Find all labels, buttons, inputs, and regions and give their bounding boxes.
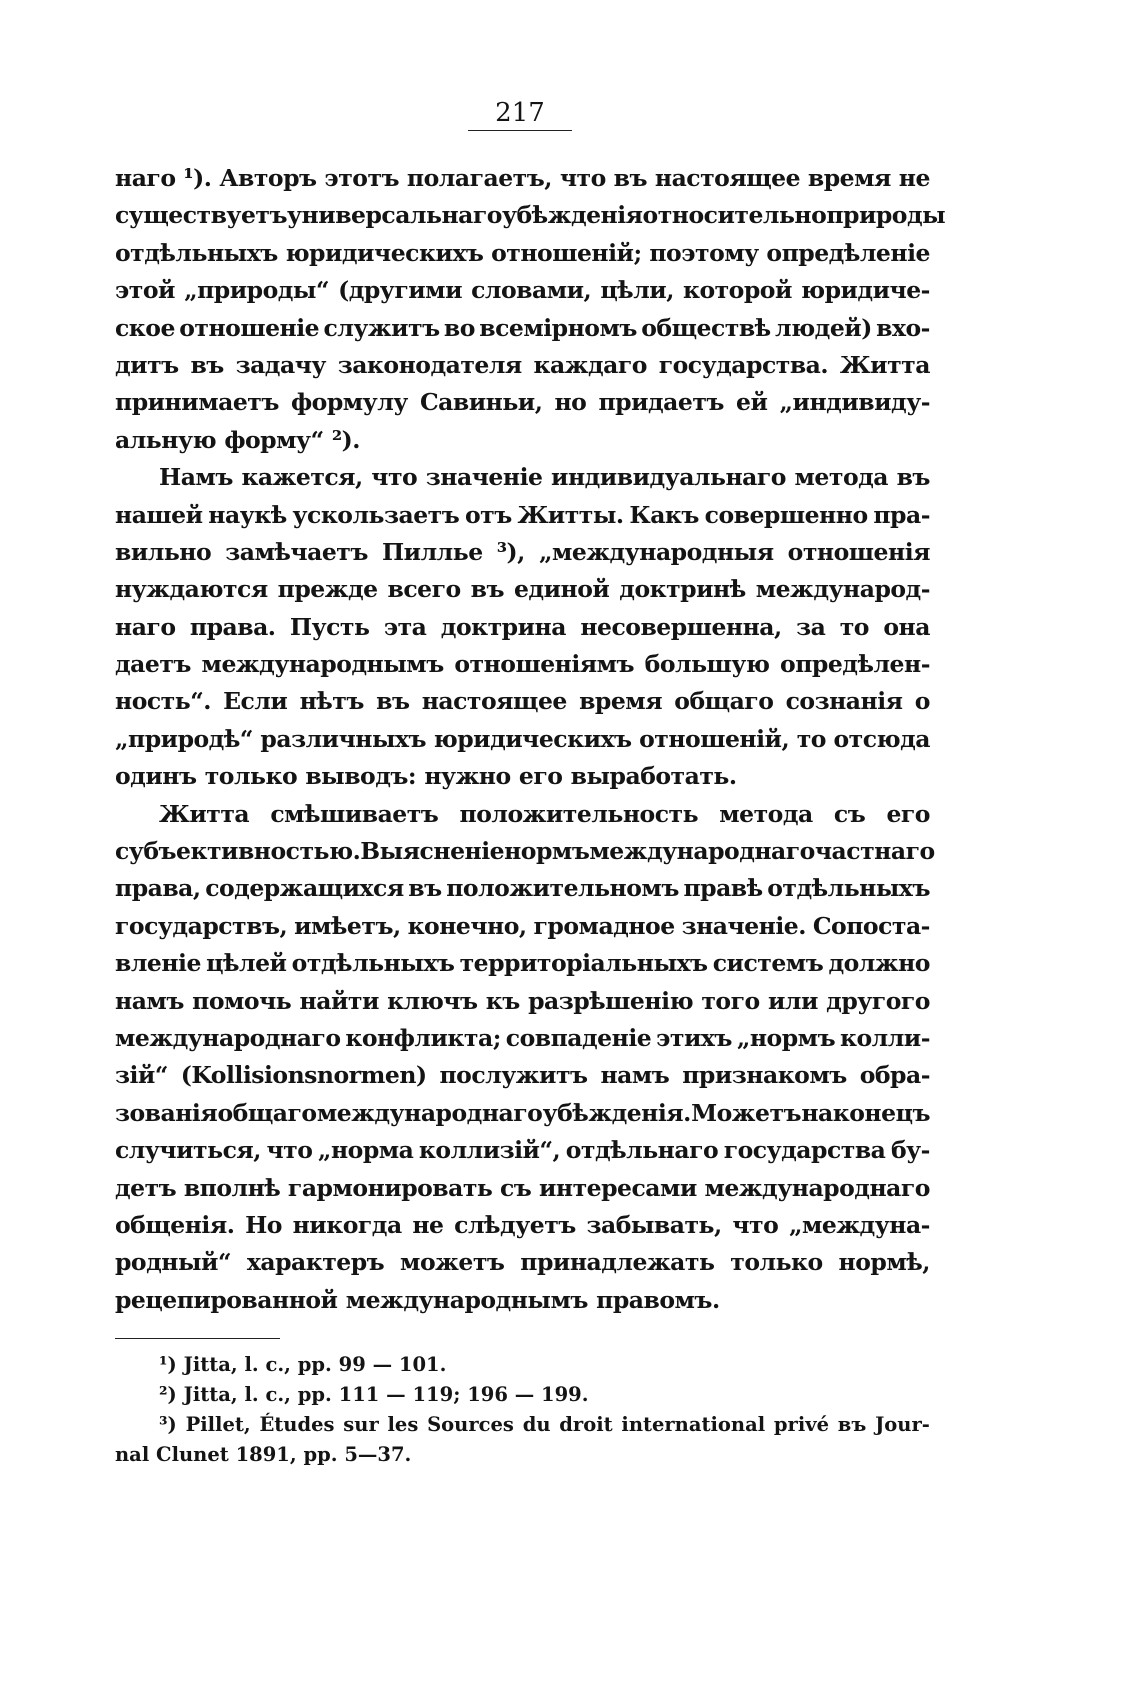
body-text [115, 160, 946, 1319]
text-line: альную форму“ ²). [115, 425, 360, 454]
text-line: государствъ, имѣетъ, конечно, громадное значеніе. Сопоста- [115, 911, 930, 940]
text-line: принимаетъ формулу Савиньи, но придаетъ ей „индивиду- [115, 388, 930, 417]
text-line: дитъ въ задачу законодателя каждаго государства. Житта [115, 350, 930, 379]
page-number: 217 [468, 98, 572, 131]
text-line: детъ вполнѣ гармонировать съ интересами международнаго [115, 1173, 930, 1202]
paragraph [115, 459, 930, 796]
text-line: ³) Pillet, Études sur les Sources du droit international privé въ Jour- [159, 1413, 930, 1436]
text-line: зованія общаго международнаго убѣжденія. Можетъ наконецъ [115, 1098, 930, 1127]
text-line: случиться, что „норма коллизій“, отдѣльнаго государства бу- [115, 1136, 930, 1165]
paragraph [115, 796, 935, 1319]
footnote [115, 1410, 930, 1470]
text-line: международнаго конфликта; совпаденіе этихъ „нормъ колли- [115, 1023, 930, 1052]
footnote [115, 1350, 930, 1380]
text-line: зій“ (Kollisionsnormen) послужитъ намъ признакомъ обра- [115, 1061, 930, 1090]
text-line: даетъ международнымъ отношеніямъ большую опредѣлен- [115, 650, 930, 679]
text-line: существуетъ универсальнаго убѣжденія относительно природы [115, 201, 946, 230]
text-line: наго права. Пусть эта доктрина несовершенна, за то она [115, 612, 930, 641]
text-line: права, содержащихся въ положительномъ правѣ отдѣльныхъ [115, 874, 930, 903]
text-line: ское отношеніе служитъ во всемірномъ обществѣ людей) вхо- [115, 313, 930, 342]
text-line: наго ¹). Авторъ этотъ полагаетъ, что въ настоящее время не [115, 164, 930, 192]
text-line: „природѣ“ различныхъ юридическихъ отношеній, то отсюда [115, 724, 930, 753]
text-line: одинъ только выводъ: нужно его выработать. [115, 762, 737, 791]
text-line: ²) Jitta, l. c., pp. 111 — 119; 196 — 199. [159, 1383, 589, 1406]
text-line: родный“ характеръ можетъ принадлежать только нормѣ, [115, 1248, 930, 1277]
text-line: Житта смѣшиваетъ положительность метода съ его [159, 799, 930, 828]
footnote [115, 1380, 930, 1410]
text-line: субъективностью. Выясненіе нормъ международнаго частнаго [115, 837, 935, 866]
text-line: Намъ кажется, что значеніе индивидуальнаго метода въ [159, 463, 930, 492]
text-line: nal Clunet 1891, pp. 5—37. [115, 1443, 412, 1466]
text-line: нуждаются прежде всего въ единой доктринѣ международ- [115, 575, 930, 604]
text-line: отдѣльныхъ юридическихъ отношеній; поэтому опредѣленіе [115, 238, 930, 267]
text-line: ¹) Jitta, l. c., pp. 99 — 101. [159, 1353, 447, 1376]
text-line: этой „природы“ (другими словами, цѣли, которой юридиче- [115, 276, 930, 305]
footnote-divider [115, 1338, 280, 1339]
text-line: вленіе цѣлей отдѣльныхъ территоріальныхъ системъ должно [115, 949, 930, 978]
text-line: общенія. Но никогда не слѣдуетъ забывать, что „междуна- [115, 1210, 930, 1239]
paragraph [115, 160, 946, 459]
text-line: вильно замѣчаетъ Пилльe ³), „международныя отношенія [115, 537, 930, 566]
text-line: намъ помочь найти ключъ къ разрѣшенію того или другого [115, 986, 930, 1015]
text-line: нашей наукѣ ускользаетъ отъ Житты. Какъ совершенно пра- [115, 500, 930, 529]
footnotes [115, 1350, 930, 1470]
text-line: ность“. Если нѣтъ въ настоящее время общаго сознанія о [115, 687, 930, 716]
text-line: рецепированной международнымъ правомъ. [115, 1285, 720, 1314]
